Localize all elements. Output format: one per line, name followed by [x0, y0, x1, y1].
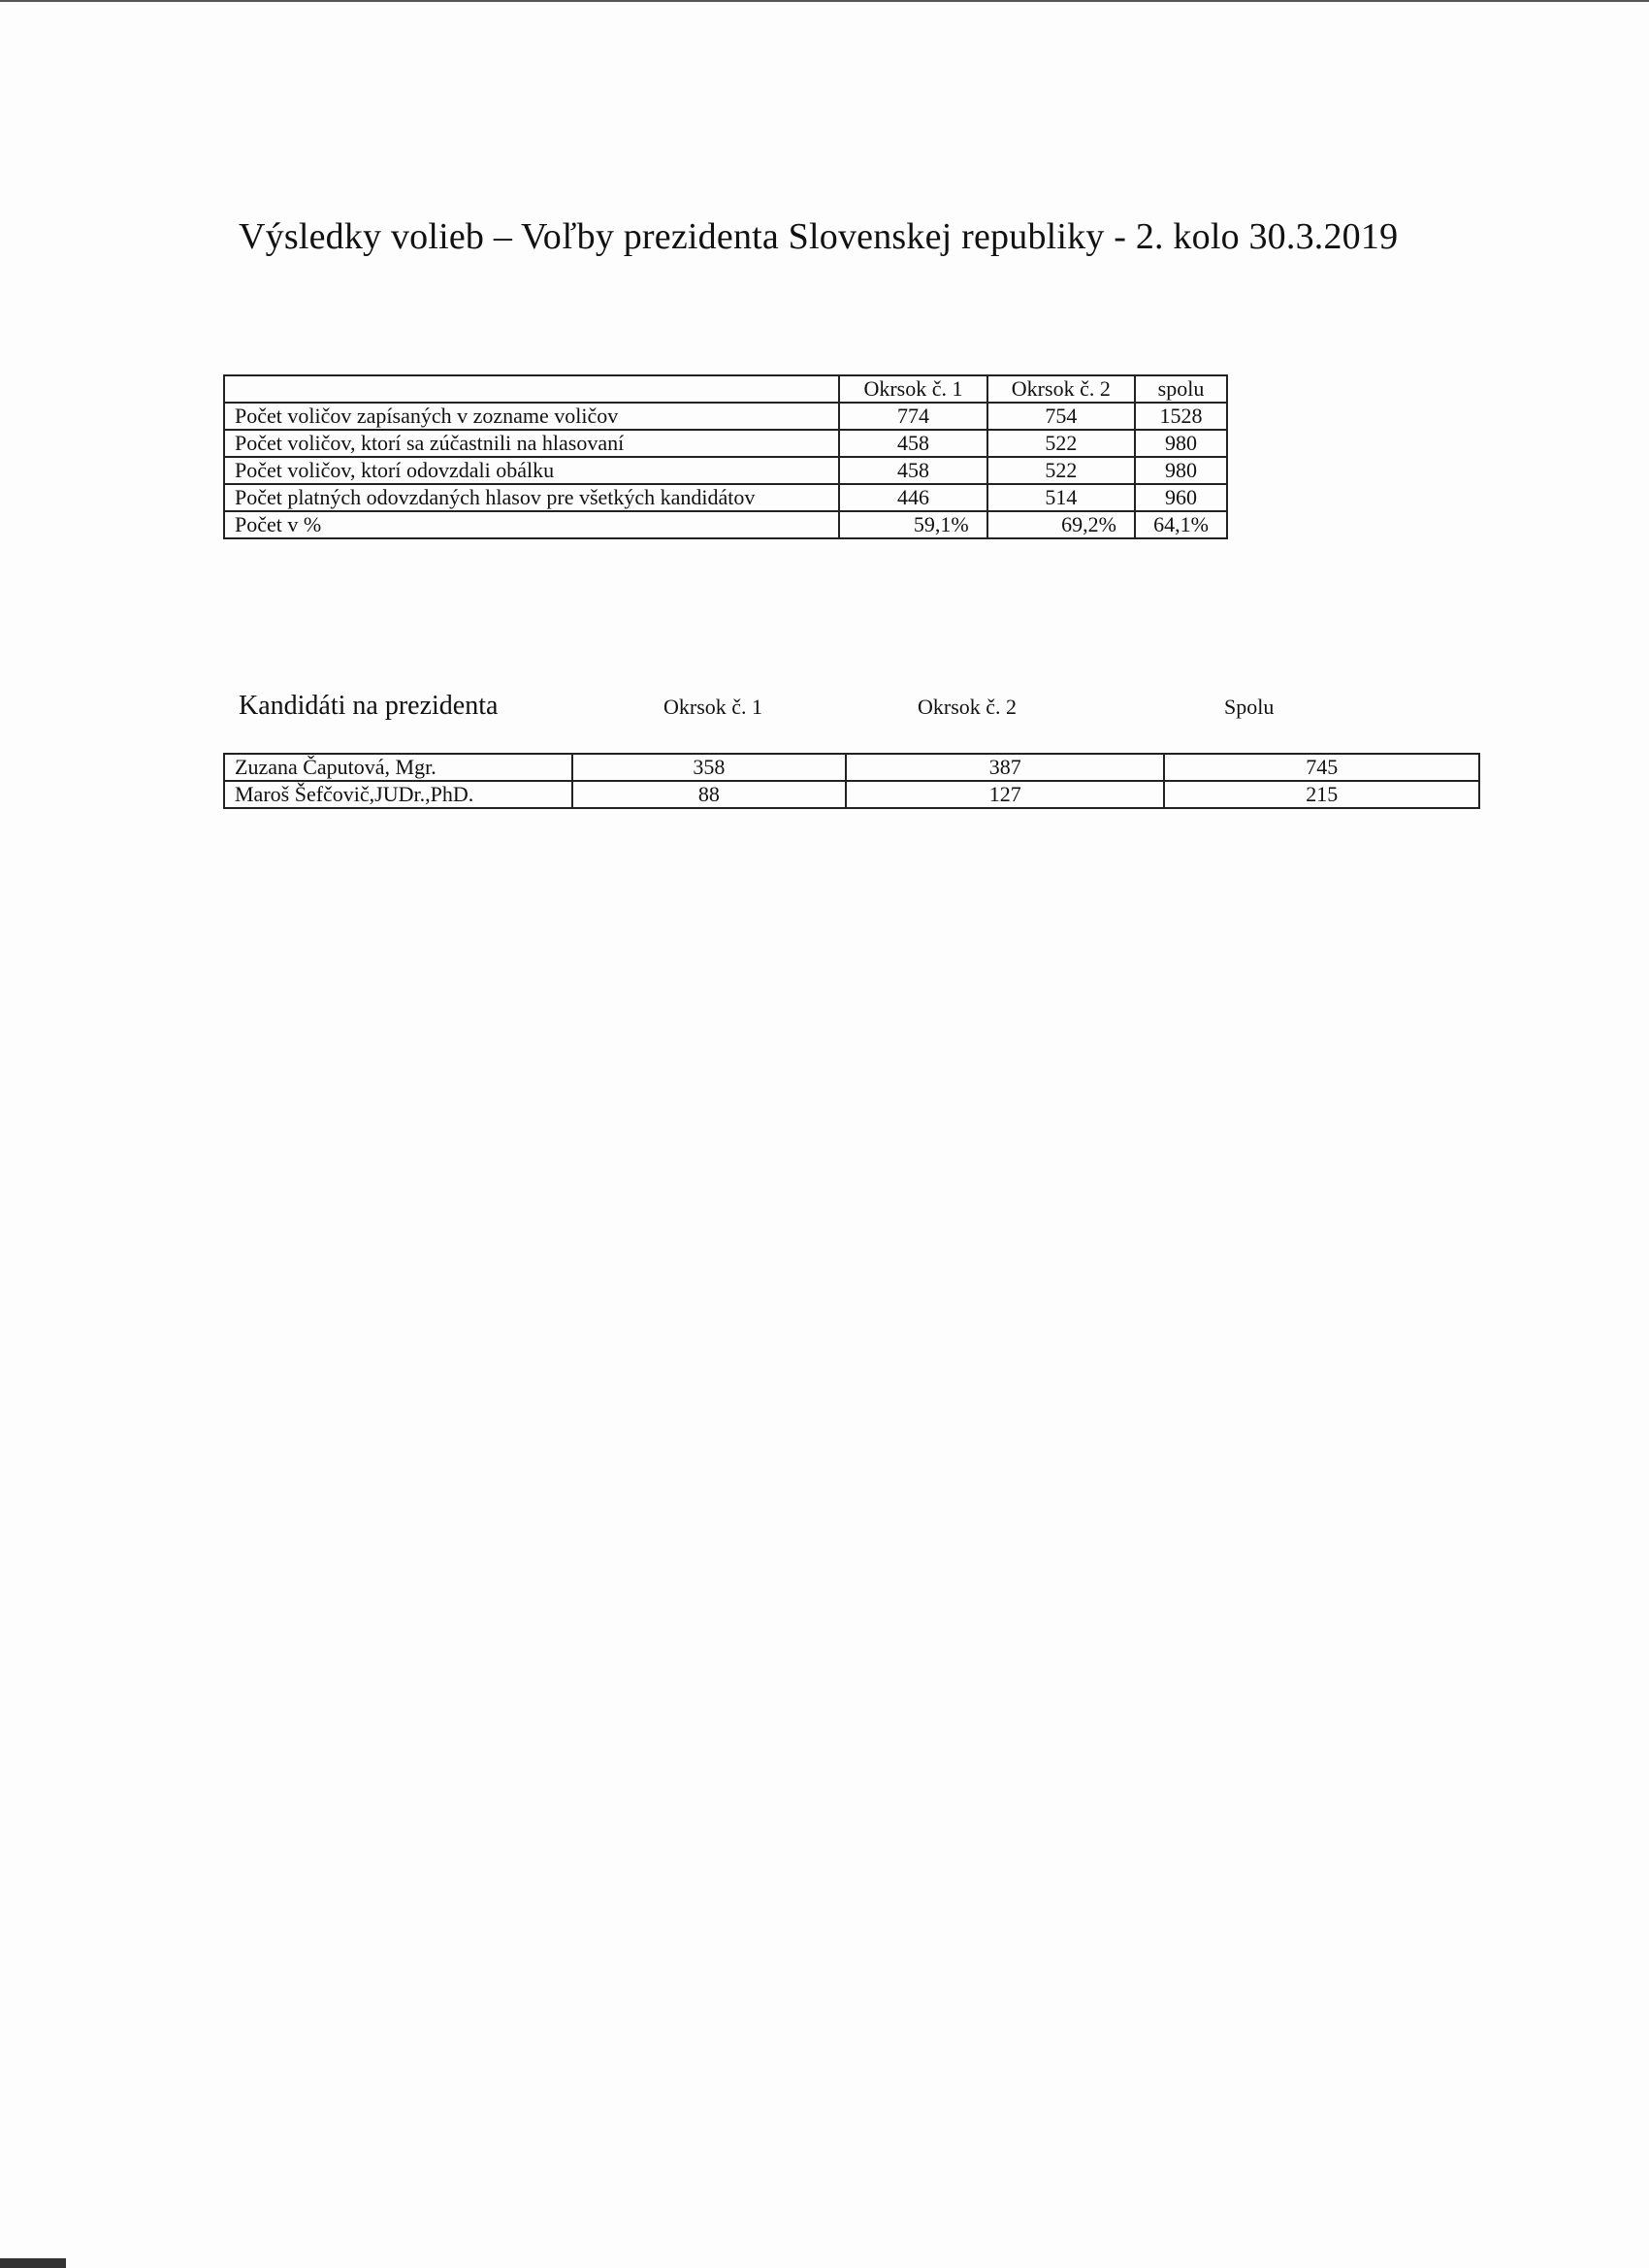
- candidates-title: Kandidáti na prezidenta: [239, 691, 499, 721]
- scan-corner: [0, 2258, 66, 2268]
- table-row: [224, 511, 1227, 538]
- row-label: Počet v %: [224, 511, 839, 538]
- candidates-header-district-2: Okrsok č. 2: [918, 695, 1018, 719]
- district-1-value: 59,1%: [839, 511, 986, 538]
- total-value: 1528: [1135, 403, 1227, 430]
- header-district-2: Okrsok č. 2: [987, 375, 1135, 403]
- district-1-value: 774: [839, 403, 986, 430]
- total-value: 980: [1135, 457, 1227, 484]
- table-row: [224, 403, 1227, 430]
- header-blank-cell: [224, 375, 839, 403]
- total-votes: 215: [1164, 781, 1479, 808]
- candidates-table: [223, 753, 1480, 809]
- district-1-votes: 358: [572, 754, 846, 781]
- candidate-name: Zuzana Čaputová, Mgr.: [224, 754, 572, 781]
- document-title: Výsledky volieb – Voľby prezidenta Slovenskej republiky - 2. kolo 30.3.2019: [239, 216, 1399, 257]
- district-2-value: 754: [987, 403, 1135, 430]
- candidates-header-total: Spolu: [1224, 695, 1275, 719]
- table-row: [224, 781, 1479, 808]
- district-2-value: 522: [987, 430, 1135, 457]
- district-2-value: 522: [987, 457, 1135, 484]
- district-2-votes: 127: [846, 781, 1165, 808]
- district-1-votes: 88: [572, 781, 846, 808]
- candidate-name: Maroš Šefčovič,JUDr.,PhD.: [224, 781, 572, 808]
- row-label: Počet voličov zapísaných v zozname voličov: [224, 403, 839, 430]
- header-total: spolu: [1135, 375, 1227, 403]
- turnout-header-row: [224, 375, 1227, 403]
- candidates-header-district-1: Okrsok č. 1: [663, 695, 763, 719]
- total-votes: 745: [1164, 754, 1479, 781]
- district-2-value: 514: [987, 484, 1135, 511]
- header-district-1: Okrsok č. 1: [839, 375, 986, 403]
- row-label: Počet voličov, ktorí sa zúčastnili na hlasovaní: [224, 430, 839, 457]
- table-row: [224, 457, 1227, 484]
- row-label: Počet platných odovzdaných hlasov pre všetkých kandidátov: [224, 484, 839, 511]
- district-2-votes: 387: [846, 754, 1165, 781]
- table-row: [224, 484, 1227, 511]
- scan-edge: [0, 0, 1649, 2]
- total-value: 64,1%: [1135, 511, 1227, 538]
- total-value: 960: [1135, 484, 1227, 511]
- table-row: [224, 754, 1479, 781]
- table-row: [224, 430, 1227, 457]
- total-value: 980: [1135, 430, 1227, 457]
- district-1-value: 458: [839, 430, 986, 457]
- turnout-table: [223, 374, 1228, 539]
- district-2-value: 69,2%: [987, 511, 1135, 538]
- district-1-value: 458: [839, 457, 986, 484]
- district-1-value: 446: [839, 484, 986, 511]
- row-label: Počet voličov, ktorí odovzdali obálku: [224, 457, 839, 484]
